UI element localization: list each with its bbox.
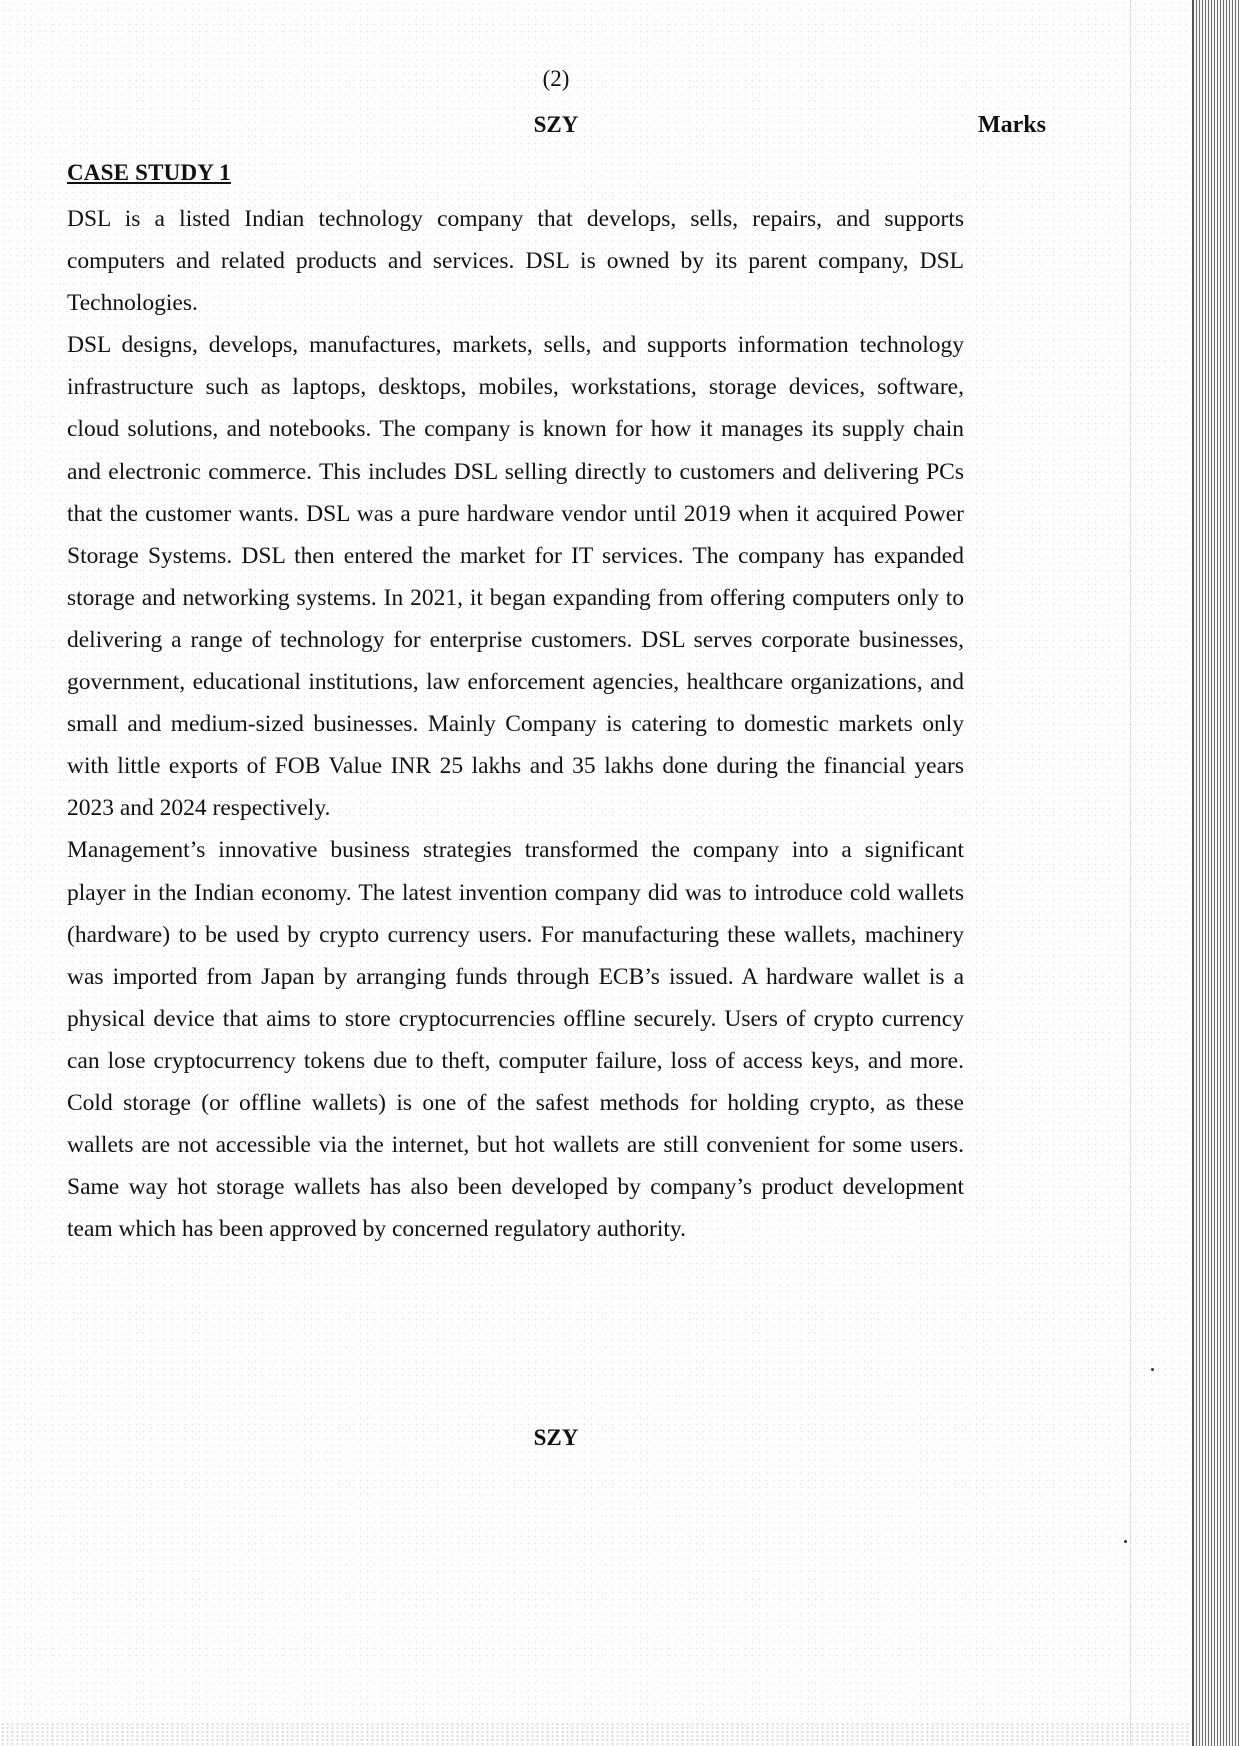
case-study-title: CASE STUDY 1 (67, 160, 231, 185)
scan-noise-bottom (0, 1722, 1190, 1746)
paper-code-footer: SZY (533, 1425, 579, 1450)
case-paragraph-1: DSL is a listed Indian technology company that develops, sells, repairs, and supports computers and related products and services. DSL is owned by its parent company, DSL Technologies. (67, 206, 964, 317)
page-edge-line (1130, 0, 1131, 1746)
scan-speck (1124, 1540, 1127, 1543)
case-paragraph-2: DSL designs, develops, manufactures, markets, sells, and supports information technology infrastructure such as laptops, desktops, mobiles, workstations, storage devices, software, cloud solutions, and notebooks. The company is known for how it manages its supply chain and electronic commerce. This includes DSL selling directly to customers and delivering PCs that the customer wants. DSL was a pure hardware vendor until 2019 when it acquired Power Storage Systems. DSL then entered the market for IT services. The company has expanded storage and networking systems. In 2021, it began expanding from offering computers only to delivering a range of technology for enterprise customers. DSL serves corporate businesses, government, educational institutions, law enforcement agencies, healthcare organizations, and small and medium-sized businesses. Mainly Company is catering to domestic markets only with little exports of FOB Value INR 25 lakhs and 35 lakhs done during the financial years 2023 and 2024 respectively. (67, 332, 964, 822)
scan-speck (1151, 1368, 1154, 1371)
page-number: (2) (542, 66, 570, 91)
case-paragraph-3: Management’s innovative business strategies transformed the company into a significant player in the Indian economy. The latest invention company did was to introduce cold wallets (hardware) to be used by crypto currency users. For manufacturing these wallets, machinery was imported from Japan by arranging funds through ECB’s issued. A hardware wallet is a physical device that aims to store cryptocurrencies offline securely. Users of crypto currency can lose cryptocurrency tokens due to theft, computer failure, loss of access keys, and more. Cold storage (or offline wallets) is one of the safest methods for holding crypto, as these wallets are not accessible via the internet, but hot wallets are still convenient for some users. Same way hot storage wallets has also been developed by company’s product development team which has been approved by concerned regulatory authority. (67, 837, 964, 1243)
case-study-body (67, 198, 964, 1250)
marks-column-label: Marks (978, 112, 1046, 138)
paper-code-header: SZY (533, 112, 579, 137)
scanner-edge-stripes (1192, 0, 1239, 1746)
